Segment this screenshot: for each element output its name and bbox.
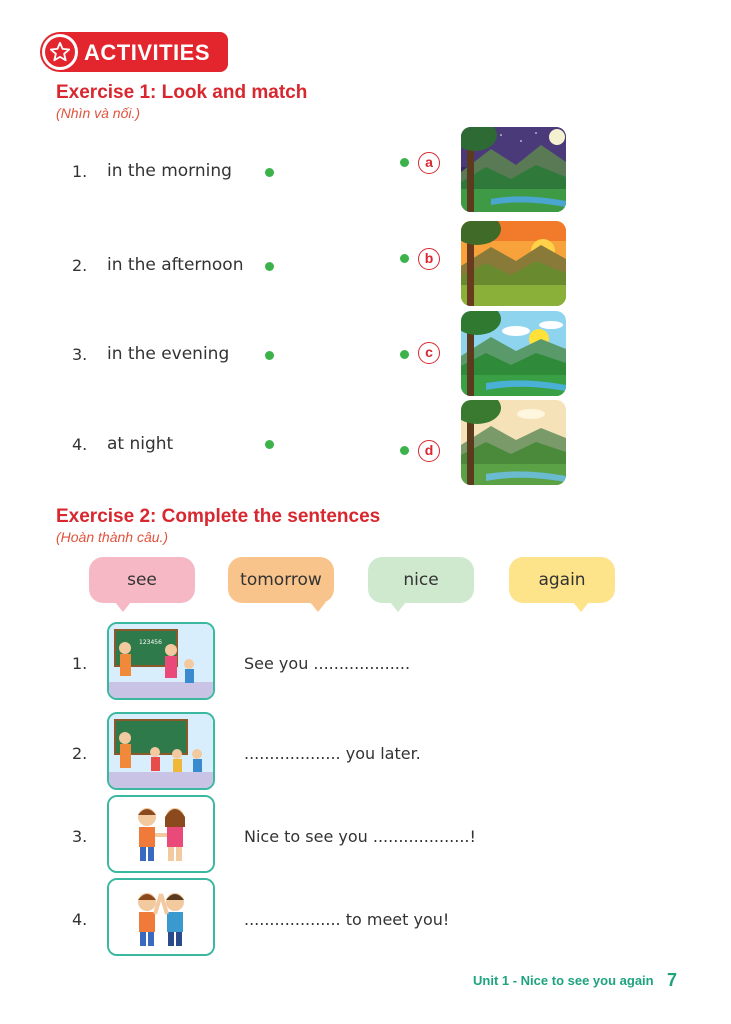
match-dot-left-2[interactable] xyxy=(265,262,274,271)
match-dot-right-d[interactable] xyxy=(400,446,409,455)
handshake-picture xyxy=(107,795,215,873)
item-text-morning: in the morning xyxy=(107,161,232,181)
word-see: see xyxy=(127,570,157,590)
exercise2-title: Exercise 2: Complete the sentences xyxy=(56,506,381,527)
match-dot-right-a[interactable] xyxy=(400,158,409,167)
word-bubble-nice[interactable] xyxy=(368,557,474,603)
sentence-3: Nice to see you ...................! xyxy=(244,827,476,846)
match-dot-right-c[interactable] xyxy=(400,350,409,359)
word-bubble-tomorrow[interactable] xyxy=(228,557,334,603)
svg-text:123456: 123456 xyxy=(139,639,162,646)
sentence-number: 4. xyxy=(72,910,88,929)
header-title: ACTIVITIES xyxy=(84,40,211,65)
footer-unit-title: Unit 1 - Nice to see you again xyxy=(473,973,654,988)
word-bubble-again[interactable] xyxy=(509,557,615,603)
exercise1-title: Exercise 1: Look and match xyxy=(56,82,308,103)
dawn-scene-image xyxy=(461,400,566,485)
sentence-number: 3. xyxy=(72,827,88,846)
item-number: 4. xyxy=(72,435,88,454)
word-bubble-see[interactable] xyxy=(89,557,195,603)
item-number: 1. xyxy=(72,162,88,181)
match-dot-left-1[interactable] xyxy=(265,168,274,177)
star-icon xyxy=(42,34,78,70)
word-again: again xyxy=(538,570,586,590)
item-text-night: at night xyxy=(107,434,174,454)
item-number: 3. xyxy=(72,345,88,364)
classroom-teacher-picture xyxy=(107,622,215,700)
exercise1-subtitle: (Nhìn và nối.) xyxy=(56,105,141,121)
sentence-number: 2. xyxy=(72,744,88,763)
match-dot-left-3[interactable] xyxy=(265,351,274,360)
sentence-4: ................... to meet you! xyxy=(244,910,450,929)
item-number: 2. xyxy=(72,256,88,275)
sunset-scene-image xyxy=(461,221,566,306)
option-letter-b: b xyxy=(418,248,440,270)
high-five-picture xyxy=(107,878,215,956)
word-nice: nice xyxy=(403,570,439,590)
sentence-2: ................... you later. xyxy=(244,744,421,763)
classroom-children-picture xyxy=(107,712,215,790)
option-letter-c: c xyxy=(418,342,440,364)
option-letter-d: d xyxy=(418,440,440,462)
word-tomorrow: tomorrow xyxy=(240,570,322,590)
night-scene-image xyxy=(461,127,566,212)
sentence-1: See you ................... xyxy=(244,654,411,673)
match-dot-right-b[interactable] xyxy=(400,254,409,263)
daytime-scene-image xyxy=(461,311,566,396)
sentence-number: 1. xyxy=(72,654,88,673)
item-text-afternoon: in the afternoon xyxy=(107,255,244,275)
option-letter-a: a xyxy=(418,152,440,174)
item-text-evening: in the evening xyxy=(107,344,230,364)
exercise2-subtitle: (Hoàn thành câu.) xyxy=(56,529,169,545)
match-dot-left-4[interactable] xyxy=(265,440,274,449)
page-number: 7 xyxy=(667,970,678,990)
activities-header xyxy=(40,32,228,72)
